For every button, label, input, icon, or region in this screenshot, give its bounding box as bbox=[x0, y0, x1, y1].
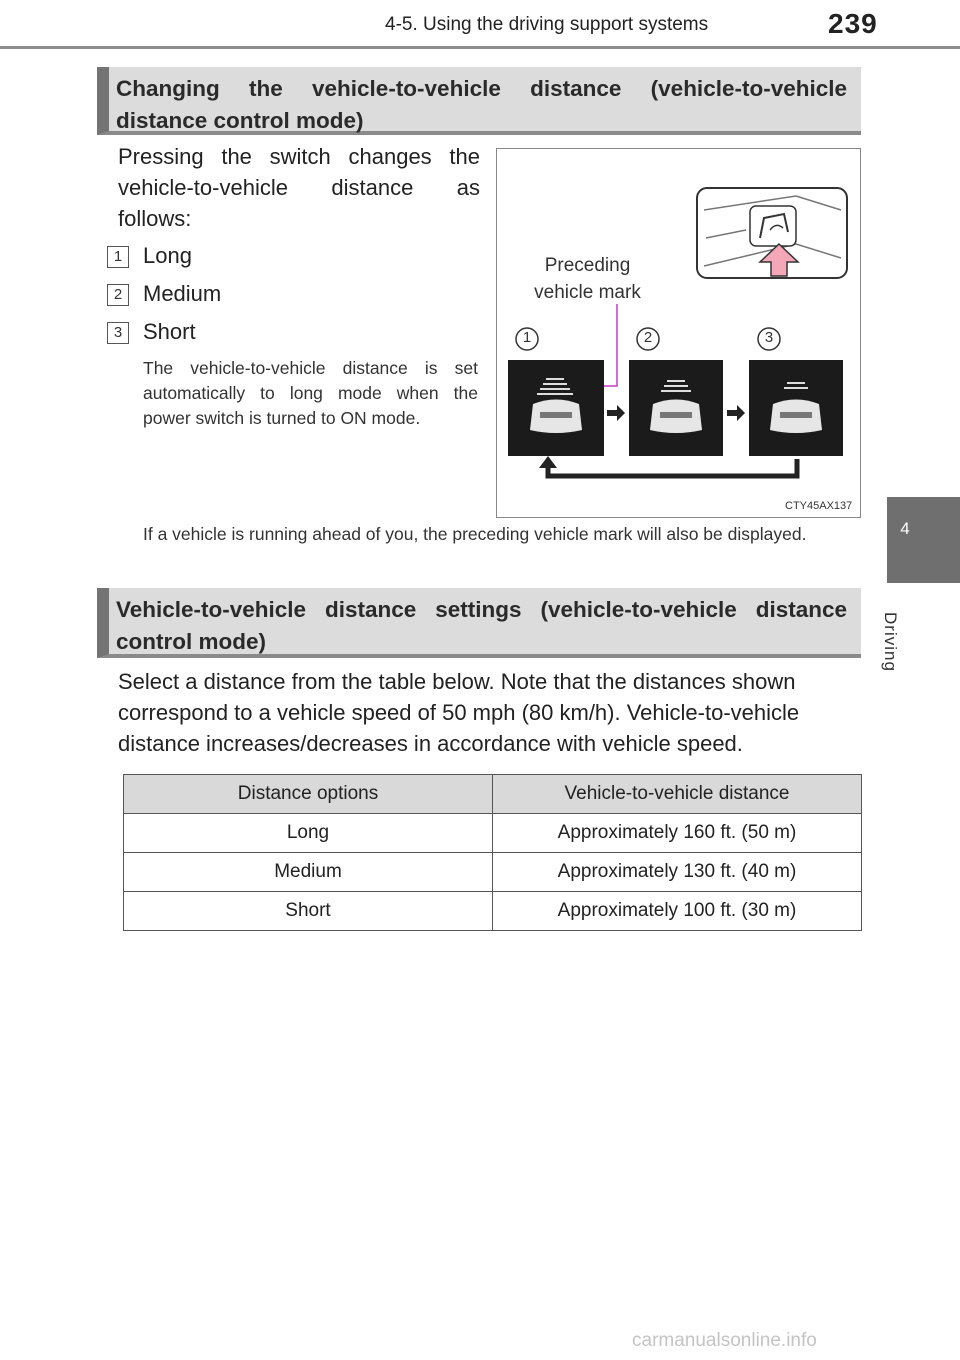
right-arrow-icon bbox=[607, 405, 625, 421]
table-row bbox=[124, 814, 862, 853]
table-cell: Approximately 160 ft. (50 m) bbox=[493, 814, 862, 853]
loop-arrow bbox=[548, 459, 797, 476]
step-number: 2 bbox=[643, 329, 653, 346]
item-label-long: Long bbox=[143, 243, 192, 268]
item-label-medium: Medium bbox=[143, 281, 222, 306]
section-heading-distance-settings: Vehicle-to-vehicle distance settings (vehicle-to-vehicle distance control mode) bbox=[97, 588, 861, 658]
settings-paragraph: Select a distance from the table below. Note that the distances shown correspond to a vehicle speed of 50 mph (80 km/h). Vehicle-to-vehicle distance increases/decreases in accordance with vehicle speed. bbox=[118, 669, 800, 756]
distance-table bbox=[123, 774, 862, 931]
step-number: 1 bbox=[522, 329, 532, 346]
chapter-tab bbox=[887, 497, 960, 583]
chapter-tab-number: 4 bbox=[900, 519, 910, 538]
display-panel-long bbox=[508, 360, 604, 456]
table-cell: Medium bbox=[124, 853, 493, 892]
watermark: carmanualsonline.info bbox=[632, 1330, 817, 1351]
distance-illustration-graphics bbox=[496, 148, 861, 518]
intro-paragraph: Pressing the switch changes the vehicle-to-vehicle distance as follows: bbox=[118, 144, 480, 231]
item-number-badge: 3 bbox=[107, 322, 129, 344]
table-cell: Long bbox=[124, 814, 493, 853]
note-default-mode: The vehicle-to-vehicle distance is set automatically to long mode when the power switch is turned to ON mode. bbox=[143, 358, 478, 428]
section-heading-changing-distance: Changing the vehicle-to-vehicle distance (vehicle-to-vehicle distance control mode) bbox=[97, 67, 861, 135]
switch-inset bbox=[697, 188, 847, 278]
loop-arrowhead bbox=[539, 456, 557, 468]
table-row bbox=[124, 892, 862, 931]
item-number-badge: 1 bbox=[107, 246, 129, 268]
right-arrow-icon bbox=[727, 405, 745, 421]
table-cell: Short bbox=[124, 892, 493, 931]
header-rule bbox=[0, 46, 960, 49]
running-header-title: 4-5. Using the driving support systems bbox=[385, 14, 709, 35]
step-number: 3 bbox=[764, 329, 774, 346]
table-header-cell: Vehicle-to-vehicle distance bbox=[493, 775, 862, 814]
item-number-badge: 2 bbox=[107, 284, 129, 306]
item-label-short: Short bbox=[143, 319, 196, 344]
table-cell: Approximately 100 ft. (30 m) bbox=[493, 892, 862, 931]
display-panel-short bbox=[749, 360, 843, 456]
note-preceding-vehicle: If a vehicle is running ahead of you, the preceding vehicle mark will also be displayed. bbox=[143, 524, 807, 544]
page-number: 239 bbox=[828, 8, 878, 39]
display-panel-medium bbox=[629, 360, 723, 456]
table-cell: Approximately 130 ft. (40 m) bbox=[493, 853, 862, 892]
table-header-row bbox=[124, 775, 862, 814]
figure-code: CTY45AX137 bbox=[785, 500, 853, 512]
table-row bbox=[124, 853, 862, 892]
table-header-cell: Distance options bbox=[124, 775, 493, 814]
chapter-tab-label: Driving bbox=[881, 612, 900, 672]
preceding-vehicle-mark-label: Preceding vehicle mark bbox=[534, 255, 641, 303]
